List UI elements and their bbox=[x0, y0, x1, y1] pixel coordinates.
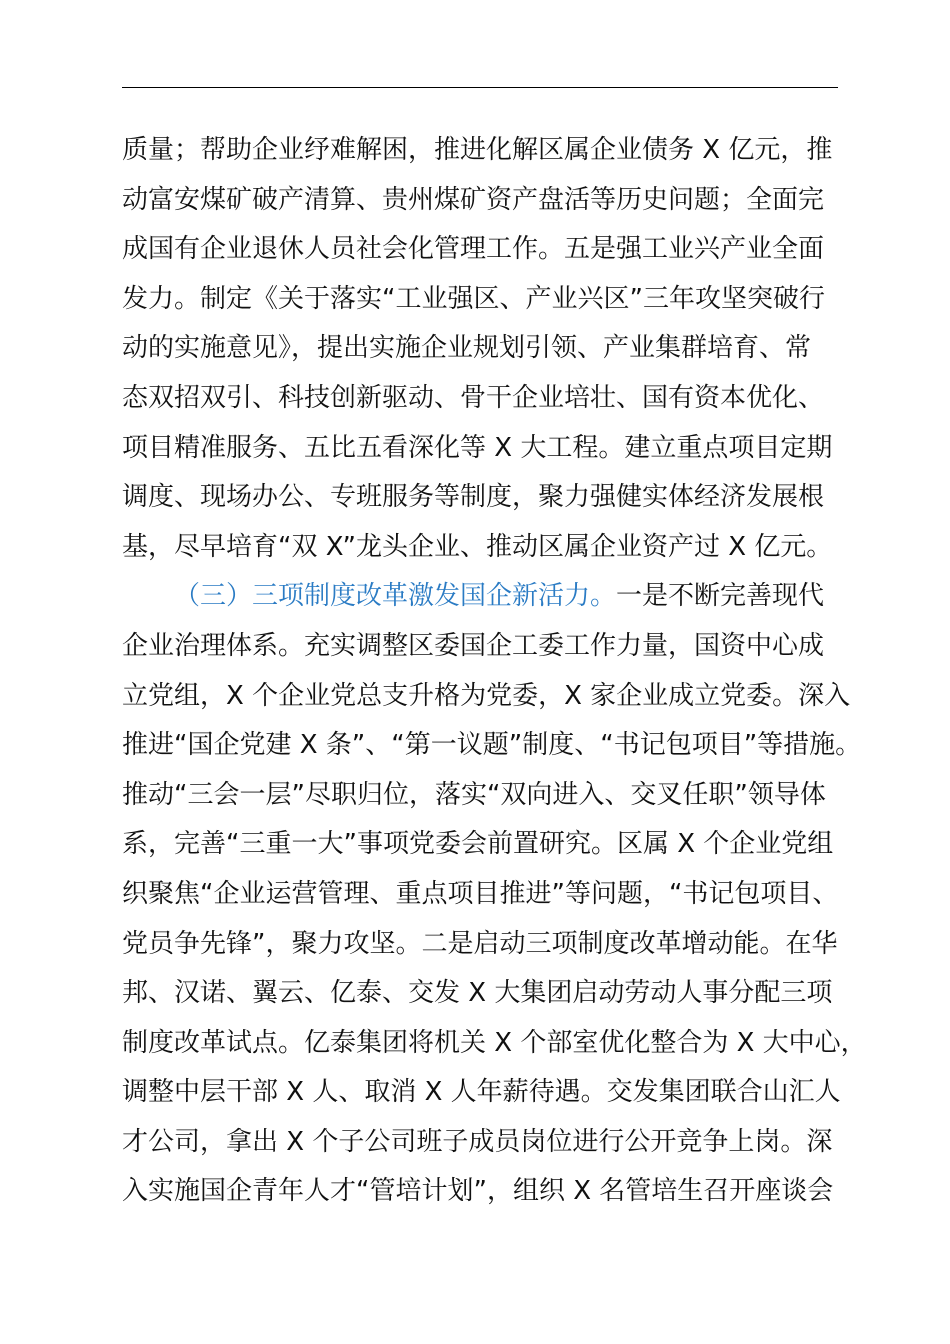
text-line: 动的实施意见》，提出实施企业规划引领、产业集群培育、常 bbox=[122, 333, 812, 364]
text-line: 基，尽早培育“双 X”龙头企业、推动区属企业资产过 X 亿元。 bbox=[122, 531, 833, 562]
text-line: 入实施国企青年人才“管培计划”，组织 X 名管培生召开座谈会 bbox=[122, 1176, 834, 1207]
text-line: 推动“三会一层”尽职归位，落实“双向进入、交叉任职”领导体 bbox=[122, 779, 826, 810]
text-line: 项目精准服务、五比五看深化等 X 大工程。建立重点项目定期 bbox=[122, 432, 833, 463]
text-line: 态双招双引、科技创新驱动、骨干企业培壮、国有资本优化、 bbox=[122, 382, 825, 413]
section-heading-line bbox=[122, 572, 846, 622]
text-line: 立党组，X 个企业党总支升格为党委，X 家企业成立党委。深入 bbox=[122, 680, 851, 711]
text-line: 调整中层干部 X 人、取消 X 人年薪待遇。交发集团联合山汇人 bbox=[122, 1077, 841, 1108]
text-line: 推进“国企党建 X 条”、“第一议题”制度、“书记包项目”等措施。 bbox=[122, 730, 862, 761]
text-line: 发力。制定《关于落实“工业强区、产业兴区”三年攻坚突破行 bbox=[122, 283, 825, 314]
section-heading-rest: 一是不断完善现代 bbox=[616, 581, 825, 612]
text-line: 调度、现场办公、专班服务等制度，聚力强健实体经济发展根 bbox=[122, 482, 825, 513]
text-line: 党员争先锋”，聚力攻坚。二是启动三项制度改革增动能。在华 bbox=[122, 928, 838, 959]
text-line: 系，完善“三重一大”事项党委会前置研究。区属 X 个企业党组 bbox=[122, 829, 834, 860]
text-line: 动富安煤矿破产清算、贵州煤矿资产盘活等历史问题；全面完 bbox=[122, 184, 825, 215]
body-text bbox=[122, 126, 867, 1217]
text-line: 织聚焦“企业运营管理、重点项目推进”等问题，“书记包项目、 bbox=[122, 878, 839, 909]
text-line: 制度改革试点。亿泰集团将机关 X 个部室优化整合为 X 大中心， bbox=[122, 1027, 867, 1058]
section-heading: （三）三项制度改革激发国企新活力。 bbox=[174, 581, 617, 612]
text-line: 质量；帮助企业纾难解困，推进化解区属企业债务 X 亿元，推 bbox=[122, 135, 833, 165]
header-rule bbox=[122, 87, 838, 88]
text-line: 邦、汉诺、翼云、亿泰、交发 X 大集团启动劳动人事分配三项 bbox=[122, 978, 833, 1009]
text-line: 企业治理体系。充实调整区委国企工委工作力量，国资中心成 bbox=[122, 630, 825, 661]
text-line: 才公司，拿出 X 个子公司班子成员岗位进行公开竞争上岗。深 bbox=[122, 1126, 833, 1157]
text-line: 成国有企业退休人员社会化管理工作。五是强工业兴产业全面 bbox=[122, 234, 825, 265]
